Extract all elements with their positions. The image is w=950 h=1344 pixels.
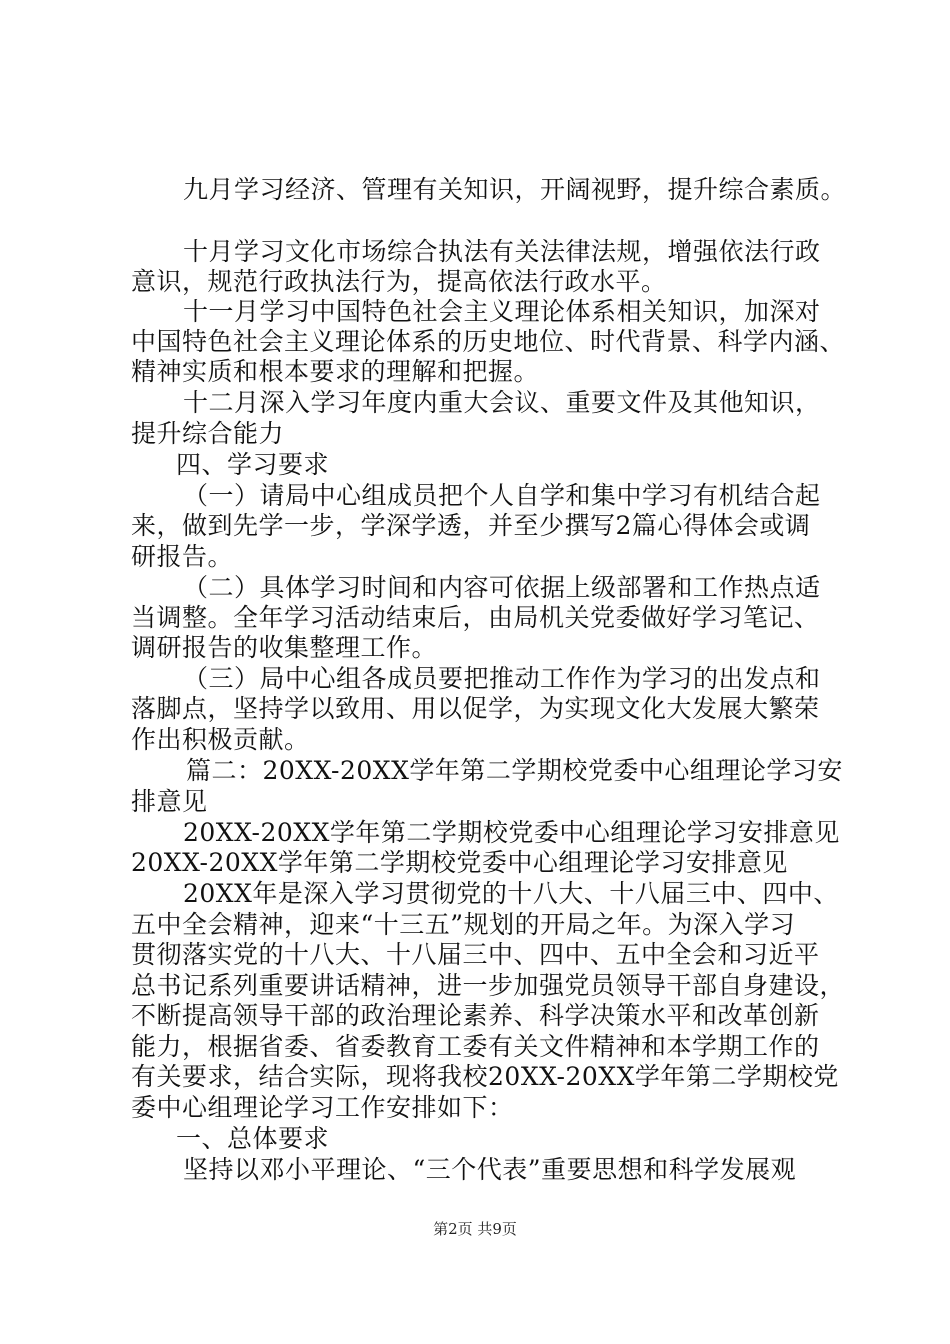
text-line-2: 十月学习文化市场综合执法有关法律法规，增强依法行政 xyxy=(183,237,821,266)
text-line-21: 20XX-20XX学年第二学期校党委中心组理论学习安排意见 xyxy=(183,818,840,847)
text-line-22: 20XX-20XX学年第二学期校党委中心组理论学习安排意见 xyxy=(131,848,788,877)
section-heading-requirements: 四、学习要求 xyxy=(176,450,330,479)
text-line-13: （二）具体学习时间和内容可依据上级部署和工作热点适 xyxy=(183,573,821,602)
text-line-5: 中国特色社会主义理论体系的历史地位、时代背景、科学内涵、 xyxy=(131,327,846,356)
text-line-18: 作出积极贡献。 xyxy=(131,725,310,754)
page-footer: 第2页 共9页 xyxy=(433,1220,517,1238)
text-line-4: 十一月学习中国特色社会主义理论体系相关知识，加深对 xyxy=(183,297,821,326)
text-line-7: 十二月深入学习年度内重大会议、重要文件及其他知识， xyxy=(183,388,821,417)
text-line-10: （一）请局中心组成员把个人自学和集中学习有机结合起 xyxy=(183,481,821,510)
text-line-6: 精神实质和根本要求的理解和把握。 xyxy=(131,357,540,386)
text-line-24: 五中全会精神，迎来“十三五”规划的开局之年。为深入学习 xyxy=(131,910,796,939)
text-line-15: 调研报告的收集整理工作。 xyxy=(131,633,438,662)
text-line-17: 落脚点，坚持学以致用、用以促学，为实现文化大发展大繁荣 xyxy=(131,694,820,723)
text-line-12: 研报告。 xyxy=(131,542,234,571)
text-line-14: 当调整。全年学习活动结束后，由局机关党委做好学习笔记、 xyxy=(131,603,820,632)
text-line-3: 意识，规范行政执法行为，提高依法行政水平。 xyxy=(131,267,667,296)
text-line-11: 来，做到先学一步，学深学透，并至少撰写2篇心得体会或调 xyxy=(131,511,811,540)
text-line-26: 总书记系列重要讲话精神，进一步加强党员领导干部自身建设， xyxy=(131,971,846,1000)
chapter-title-cont: 排意见 xyxy=(131,787,208,816)
text-line-25: 贯彻落实党的十八大、十八届三中、四中、五中全会和习近平 xyxy=(131,940,820,969)
text-line-27: 不断提高领导干部的政治理论素养、科学决策水平和改革创新 xyxy=(131,1001,820,1030)
text-line-16: （三）局中心组各成员要把推动工作作为学习的出发点和 xyxy=(183,664,821,693)
text-line-23: 20XX年是深入学习贯彻党的十八大、十八届三中、四中、 xyxy=(183,879,839,908)
chapter-title: 篇二：20XX-20XX学年第二学期校党委中心组理论学习安 xyxy=(186,756,843,785)
text-line-8: 提升综合能力 xyxy=(131,419,285,448)
text-line-32: 坚持以邓小平理论、“三个代表”重要思想和科学发展观 xyxy=(183,1155,797,1184)
text-line-30: 委中心组理论学习工作安排如下： xyxy=(131,1093,514,1122)
text-line-29: 有关要求，结合实际，现将我校20XX-20XX学年第二学期校党 xyxy=(131,1062,839,1091)
section-heading-general: 一、总体要求 xyxy=(176,1124,330,1153)
text-line-28: 能力，根据省委、省委教育工委有关文件精神和本学期工作的 xyxy=(131,1032,820,1061)
text-line-1: 九月学习经济、管理有关知识，开阔视野，提升综合素质。 xyxy=(183,175,847,204)
